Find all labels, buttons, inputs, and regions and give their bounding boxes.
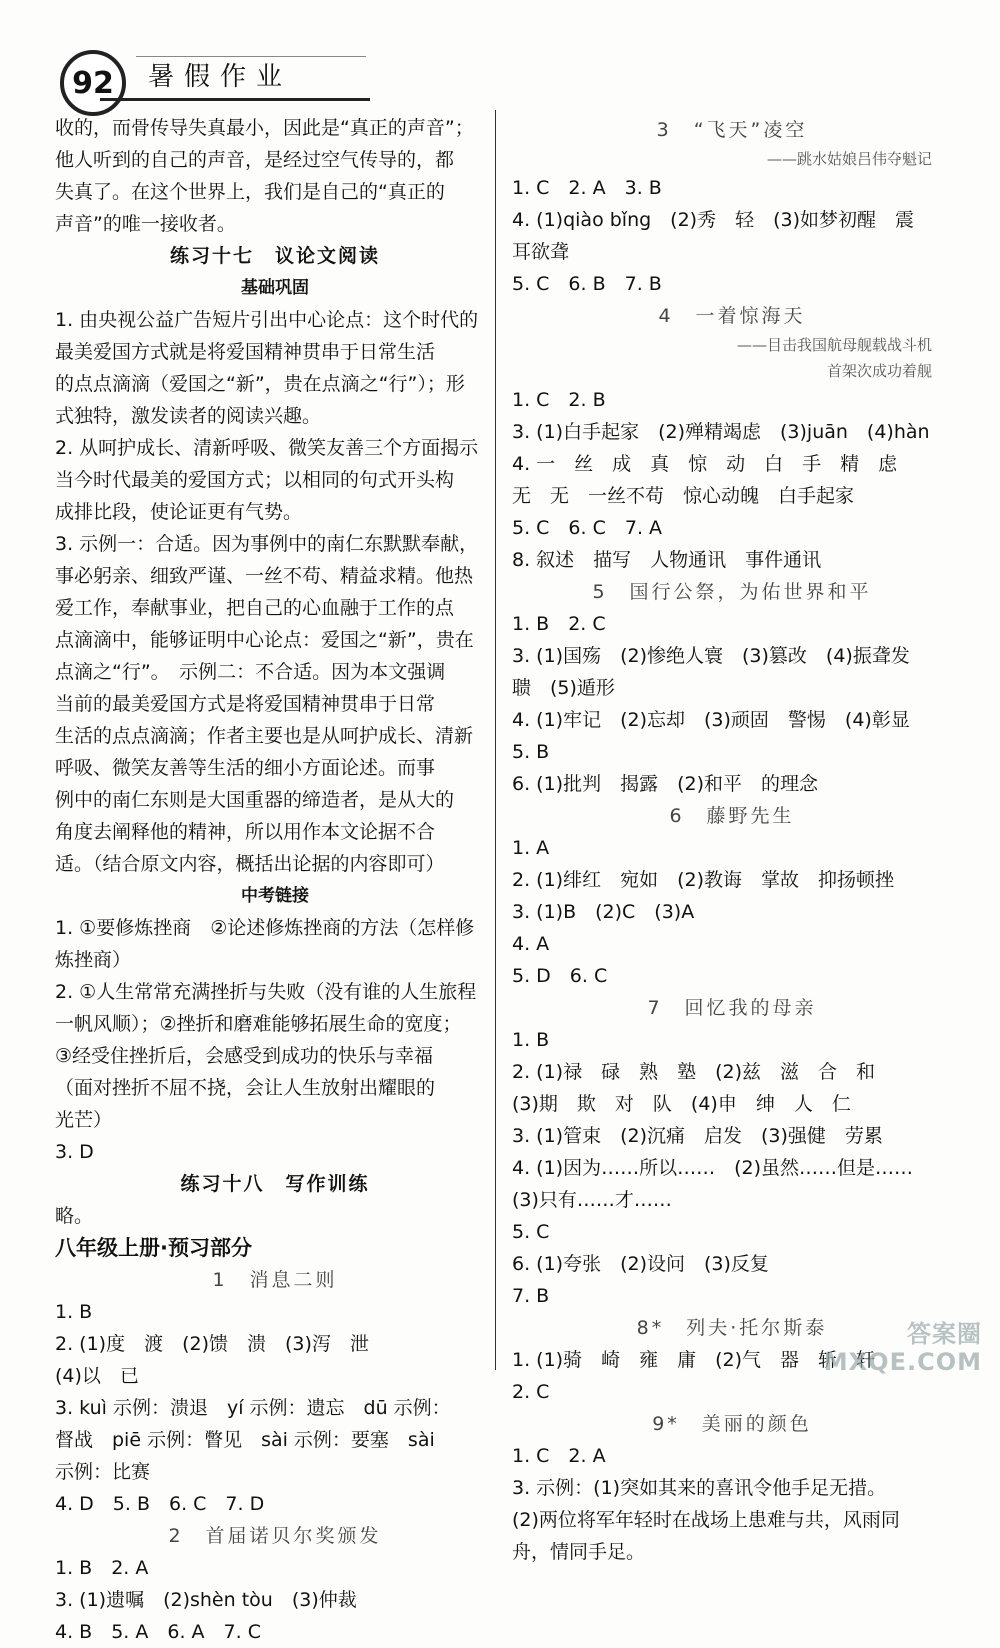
- lesson-subtitle: 首架次成功着舰: [826, 362, 932, 380]
- answer-line: 光芒）: [55, 1109, 113, 1131]
- lesson-subtitle: ——跳水姑娘吕伟夺魁记: [766, 150, 932, 168]
- answer-line: 他人听到的自己的声音，是经过空气传导的，都: [55, 149, 455, 171]
- unit-heading: 八年级上册·预习部分: [55, 1236, 252, 1260]
- answer-line: 4. 一 丝 成 真 惊 动 白 手 精 虑: [512, 453, 898, 475]
- page-header: [40, 44, 370, 114]
- header-rule: [100, 98, 370, 101]
- answer-line: 4. (1)qiào bǐng (2)秀 轻 (3)如梦初醒 震: [512, 209, 914, 231]
- answer-line: 2. 从呵护成长、清新呼吸、微笑友善三个方面揭示: [55, 437, 479, 459]
- left-column: [55, 112, 495, 1648]
- answer-line: 2. (1)绯红 宛如 (2)教诲 掌故 抑扬顿挫: [512, 869, 894, 891]
- answer-line: 5. C 6. C 7. A: [512, 517, 663, 539]
- answer-line: 5. C 6. B 7. B: [512, 273, 662, 295]
- answer-line: 点滴之“行”。 示例二：不合适。因为本文强调: [55, 661, 446, 683]
- answer-line: 3. 示例：(1)突如其来的喜讯令他手足无措。: [512, 1477, 887, 1499]
- page-number-badge: 92: [60, 50, 126, 116]
- answer-line: 适。（结合原文内容，概括出论据的内容即可）: [55, 853, 445, 875]
- lesson-heading: 9* 美丽的颜色: [652, 1413, 812, 1435]
- lesson-heading: 6 藤野先生: [669, 805, 795, 827]
- answer-line: 1. C 2. A 3. B: [512, 177, 662, 199]
- section-heading: 练习十八 写作训练: [180, 1173, 370, 1195]
- answer-line: 5. B: [512, 741, 550, 763]
- answer-line: 1. 由央视公益广告短片引出中心论点：这个时代的: [55, 309, 479, 331]
- answer-line: 3. (1)国殇 (2)惨绝人寰 (3)篡改 (4)振聋发: [512, 645, 910, 667]
- answer-line: 1. ①要修炼挫商 ②论述修炼挫商的方法（怎样修: [55, 917, 475, 939]
- lesson-heading: 4 一着惊海天: [658, 305, 806, 327]
- answer-line: 最美爱国方式就是将爱国精神贯串于日常生活: [55, 341, 436, 363]
- answer-line: 1. (1)骑 崎 雍 庸 (2)气 器 斩 轩: [512, 1349, 875, 1371]
- answer-line: 爱工作，奉献事业，把自己的心血融于工作的点: [55, 597, 455, 619]
- answer-line: 当今时代最美的爱国方式；以相同的句式开头构: [55, 469, 455, 491]
- answer-line: 的点点滴滴（爱国之“新”，贵在点滴之“行”）；形: [55, 373, 465, 395]
- answer-line: 示例：比赛: [55, 1461, 151, 1483]
- lesson-heading: 2 首届诺贝尔奖颁发: [168, 1525, 382, 1547]
- answer-line: 6. (1)夸张 (2)设问 (3)反复: [512, 1253, 769, 1275]
- subsection-heading: 基础巩固: [241, 278, 309, 298]
- answer-line: (2)两位将军年轻时在战场上患难与共，风雨同: [512, 1509, 900, 1531]
- answer-line: 5. C: [512, 1221, 550, 1243]
- answer-line: 1. C 2. A: [512, 1445, 606, 1467]
- answer-line: 略。: [55, 1205, 94, 1227]
- answer-line: 生活的点点滴滴；作者主要也是从呵护成长、清新: [55, 725, 474, 747]
- header-title: 暑假作业: [148, 62, 293, 92]
- answer-line: 1. B 2. A: [55, 1557, 149, 1579]
- answer-line: 5. D 6. C: [512, 965, 608, 987]
- answer-line: 3. 示例一：合适。因为事例中的南仁东默默奉献，: [55, 533, 479, 555]
- watermark-line2: MXQE.COM: [823, 1348, 982, 1376]
- answer-line: 聩 (5)遁形: [512, 677, 615, 699]
- answer-line: 3. kuì 示例：溃退 yí 示例：遗忘 dū 示例：: [55, 1397, 451, 1419]
- answer-line: 成排比段，使论证更有气势。: [55, 501, 303, 523]
- answer-line: 收的，而骨传导失真最小，因此是“真正的声音”；: [55, 117, 474, 139]
- answer-line: 声音”的唯一接收者。: [55, 213, 236, 235]
- answer-line: 2. C: [512, 1381, 550, 1403]
- lesson-heading: 3 “飞天”凌空: [656, 119, 808, 141]
- answer-line: 事必躬亲、细致严谨、一丝不苟、精益求精。他热: [55, 565, 474, 587]
- answer-line: 2. ①人生常常充满挫折与失败（没有谁的人生旅程: [55, 981, 477, 1003]
- answer-line: (3)只有……才……: [512, 1189, 672, 1211]
- answer-line: 无 无 一丝不苟 惊心动魄 白手起家: [512, 485, 855, 507]
- answer-line: 1. C 2. B: [512, 389, 606, 411]
- answer-line: 1. A: [512, 837, 550, 859]
- answer-line: 4. D 5. B 6. C 7. D: [55, 1493, 265, 1515]
- answer-line: 3. (1)B (2)C (3)A: [512, 901, 695, 923]
- answer-line: 耳欲聋: [512, 241, 570, 263]
- column-divider: [495, 110, 496, 1370]
- answer-line: 8. 叙述 描写 人物通讯 事件通讯: [512, 549, 822, 571]
- answer-line: 1. B: [55, 1301, 93, 1323]
- answer-line: 舟，情同手足。: [512, 1541, 646, 1563]
- answer-line: 2. (1)度 渡 (2)馈 溃 (3)泻 泄: [55, 1333, 369, 1355]
- watermark: [824, 1320, 982, 1376]
- subsection-heading: 中考链接: [241, 886, 309, 906]
- lesson-subtitle: ——目击我国航母舰载战斗机: [736, 336, 932, 354]
- answer-line: 4. B 5. A 6. A 7. C: [55, 1621, 261, 1643]
- answer-line: 7. B: [512, 1285, 550, 1307]
- answer-line: 一帆风顺）；②挫折和磨难能够拓展生命的宽度；: [55, 1013, 462, 1035]
- answer-line: 式独特，激发读者的阅读兴趣。: [55, 405, 322, 427]
- answer-line: 督战 piē 示例：瞥见 sài 示例：要塞 sài: [55, 1429, 435, 1451]
- answer-line: 呼吸、微笑友善等生活的细小方面论述。而事: [55, 757, 436, 779]
- answer-line: ③经受住挫折后，会感受到成功的快乐与幸福: [55, 1045, 434, 1067]
- answer-line: (3)期 欺 对 队 (4)申 绅 人 仁: [512, 1093, 851, 1115]
- answer-line: 4. A: [512, 933, 550, 955]
- answer-line: 2. (1)禄 碌 熟 塾 (2)兹 滋 合 和: [512, 1061, 875, 1083]
- answer-line: 当前的最美爱国方式是将爱国精神贯串于日常: [55, 693, 436, 715]
- answer-line: (4)以 已: [55, 1365, 139, 1387]
- section-heading: 练习十七 议论文阅读: [169, 245, 380, 267]
- answer-line: 3. D: [55, 1141, 94, 1163]
- answer-line: 失真了。在这个世界上，我们是自己的“真正的: [55, 181, 445, 203]
- answer-line: 1. B: [512, 1029, 550, 1051]
- answer-line: 3. (1)白手起家 (2)殚精竭虑 (3)juān (4)hàn: [512, 421, 930, 443]
- answer-line: 角度去阐释他的精神，所以用作本文论据不合: [55, 821, 436, 843]
- lesson-heading: 1 消息二则: [212, 1269, 338, 1291]
- answer-line: 6. (1)批判 揭露 (2)和平 的理念: [512, 773, 818, 795]
- answer-line: 4. (1)因为……所以…… (2)虽然……但是……: [512, 1157, 913, 1179]
- lesson-heading: 8* 列夫·托尔斯泰: [636, 1317, 828, 1339]
- answer-line: 4. (1)牢记 (2)忘却 (3)顽固 警惕 (4)彰显: [512, 709, 910, 731]
- answer-line: 1. B 2. C: [512, 613, 606, 635]
- lesson-heading: 7 回忆我的母亲: [647, 997, 817, 1019]
- answer-line: 3. (1)管束 (2)沉痛 启发 (3)强健 劳累: [512, 1125, 883, 1147]
- answer-line: 炼挫商）: [55, 949, 132, 971]
- answer-line: 3. (1)遗嘱 (2)shèn tòu (3)仲裁: [55, 1589, 357, 1611]
- watermark-line1: 答案圈: [907, 1320, 982, 1348]
- answer-line: 点滴滴中，能够证明中心论点：爱国之“新”，贵在: [55, 629, 474, 651]
- answer-line: 例中的南仁东则是大国重器的缔造者，是从大的: [55, 789, 455, 811]
- lesson-heading: 5 国行公祭，为佑世界和平: [592, 581, 872, 603]
- answer-line: （面对挫折不屈不挠，会让人生放射出耀眼的: [55, 1077, 436, 1099]
